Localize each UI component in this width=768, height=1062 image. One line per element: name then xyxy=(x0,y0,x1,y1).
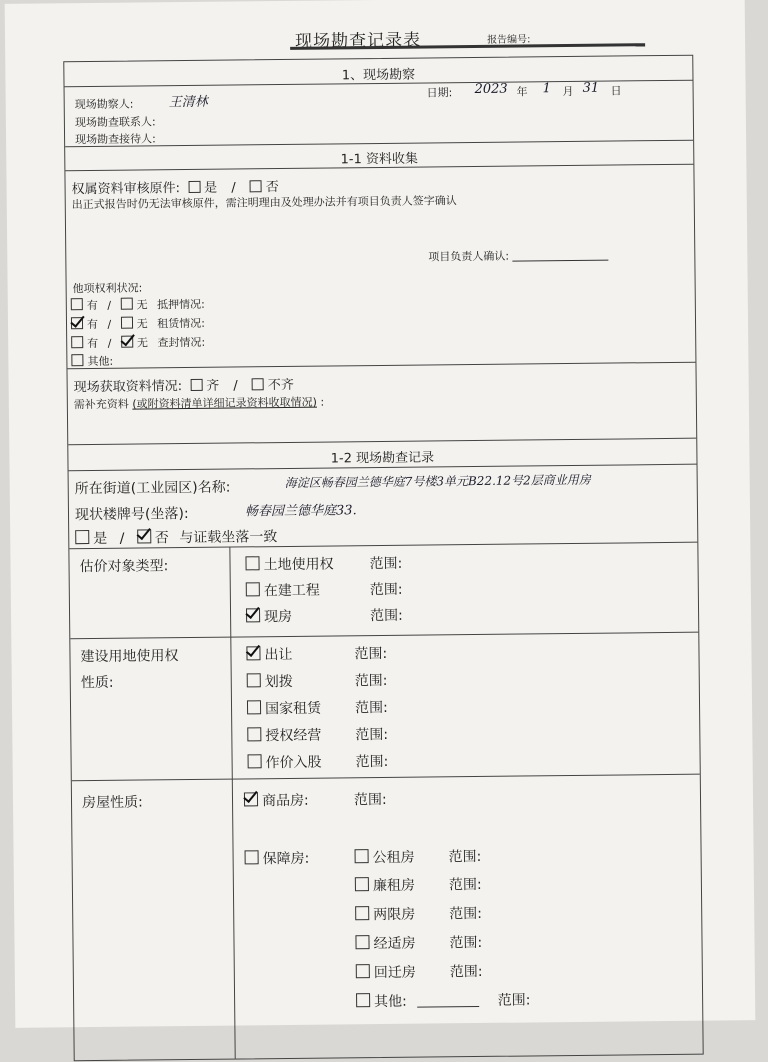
under-construction-checkbox[interactable] xyxy=(246,582,260,596)
seizure-none-checkbox[interactable] xyxy=(121,336,133,348)
under-construction-label: 在建工程 xyxy=(263,582,320,600)
incomplete-checkbox[interactable] xyxy=(252,378,264,390)
date-label: 日期: xyxy=(426,86,453,100)
commercial-housing-row xyxy=(244,790,309,811)
low-rent-checkbox[interactable] xyxy=(355,877,369,891)
consistent-no-label: 否 xyxy=(154,530,169,547)
object-type-land xyxy=(245,553,333,574)
public-rental-row xyxy=(355,847,415,868)
authorized-operation-checkbox[interactable] xyxy=(247,727,261,741)
other-rights-label-text: 其他: xyxy=(87,354,114,369)
other-housing-label: 其他: xyxy=(374,993,407,1011)
option-none: 无 xyxy=(136,298,148,312)
consistent-yes-label: 是 xyxy=(93,530,108,548)
public-rental-label: 公租房 xyxy=(372,849,415,867)
ownership-no-label: 否 xyxy=(265,180,279,196)
divider xyxy=(67,362,695,370)
scope-label: 范围: xyxy=(370,607,403,625)
consistent-no-checkbox[interactable] xyxy=(137,529,151,543)
ownership-note: 出正式报告时仍无法审核原件，需注明理由及处理办法并有项目负责人签字确认 xyxy=(71,194,457,212)
ownership-no-checkbox[interactable] xyxy=(250,180,262,192)
object-type-label: 估价对象类型: xyxy=(79,558,169,576)
price-limited-label: 两限房 xyxy=(373,906,416,924)
mortgage-label: 抵押情况: xyxy=(156,297,205,312)
commercial-housing-checkbox[interactable] xyxy=(244,792,258,806)
section-title-record: 1-2 现场勘查记录 xyxy=(330,450,435,467)
ownership-label: 权属资料审核原件: xyxy=(71,181,181,198)
inspector-value: 王清林 xyxy=(168,94,208,111)
scope-label: 范围: xyxy=(449,934,483,952)
affordable-housing-row xyxy=(245,848,310,869)
right-row-seizure: 有 / 无 查封情况: xyxy=(71,334,205,351)
public-rental-checkbox[interactable] xyxy=(355,849,369,863)
day-char: 日 xyxy=(610,84,622,98)
manager-signature-line[interactable] xyxy=(512,248,608,262)
supplement-colon: : xyxy=(320,395,325,409)
price-limited-checkbox[interactable] xyxy=(355,906,369,920)
date-month: 1 xyxy=(542,81,551,97)
price-limited-row xyxy=(355,904,415,925)
onsite-materials-row: 现场获取资料情况: 齐 / 不齐 xyxy=(73,377,294,396)
ownership-yes-label: 是 xyxy=(204,180,218,196)
option-has: 有 xyxy=(86,317,99,332)
scope-label: 范围: xyxy=(497,992,531,1009)
state-lease-label: 国家租赁 xyxy=(264,700,322,718)
incomplete-label: 不齐 xyxy=(267,377,294,394)
column-divider xyxy=(229,547,235,1059)
scope-label: 范围: xyxy=(448,876,482,894)
commercial-housing-label: 商品房: xyxy=(261,792,309,810)
existing-house-checkbox[interactable] xyxy=(246,608,260,622)
economical-checkbox[interactable] xyxy=(355,935,369,949)
divider xyxy=(72,774,700,782)
relocation-checkbox[interactable] xyxy=(356,964,370,978)
inspector-label: 现场勘察人: xyxy=(74,97,134,112)
other-rights-checkbox[interactable] xyxy=(71,354,83,366)
option-none: 无 xyxy=(136,336,149,350)
equity-investment-label: 作价入股 xyxy=(265,754,322,772)
scope-label: 范围: xyxy=(354,645,388,663)
land-nature-transfer xyxy=(246,644,292,664)
mortgage-has-checkbox[interactable] xyxy=(71,298,83,310)
authorized-operation-label: 授权经营 xyxy=(265,727,322,745)
land-use-right-label: 土地使用权 xyxy=(263,556,334,574)
transfer-checkbox[interactable] xyxy=(246,646,260,660)
scope-label: 范围: xyxy=(369,581,403,599)
plate-label: 现状楼牌号(坐落): xyxy=(74,506,189,524)
street-value: 海淀区畅春园兰德华庭7号楼3单元B22.12号2层商业用房 xyxy=(284,472,591,490)
allocation-label: 划拨 xyxy=(264,673,293,691)
right-row-mortgage: 有 / 无 抵押情况: xyxy=(71,296,205,313)
scope-label: 范围: xyxy=(353,791,387,809)
consistency-row xyxy=(75,526,277,548)
equity-investment-checkbox[interactable] xyxy=(248,754,262,768)
affordable-housing-label: 保障房: xyxy=(262,850,310,868)
separator: / xyxy=(119,530,125,547)
supplement-label: 需补充资料 xyxy=(73,397,129,412)
contact-label: 现场勘查联系人: xyxy=(74,115,156,130)
manager-confirm-label: 项目负责人确认: xyxy=(428,249,510,264)
object-type-construction xyxy=(246,580,320,601)
scope-label: 范围: xyxy=(354,699,388,717)
year-char: 年 xyxy=(516,85,528,99)
ownership-yes-checkbox[interactable] xyxy=(188,181,200,193)
other-rights-label: 他项权利状况: xyxy=(72,281,143,296)
record-table xyxy=(63,55,703,1062)
lease-has-checkbox[interactable] xyxy=(71,317,83,329)
complete-label: 齐 xyxy=(206,378,220,394)
other-rights-row xyxy=(71,353,113,369)
document-page xyxy=(5,0,756,1028)
seizure-has-checkbox[interactable] xyxy=(71,336,83,348)
street-row xyxy=(75,477,231,499)
transfer-label: 出让 xyxy=(264,646,293,664)
relocation-label: 回迁房 xyxy=(373,964,416,982)
lease-none-checkbox[interactable] xyxy=(121,317,133,329)
economical-row xyxy=(355,933,415,954)
supplement-row xyxy=(74,394,324,413)
seizure-label: 查封情况: xyxy=(157,335,206,350)
receiver-label: 现场勘查接待人: xyxy=(75,132,156,147)
street-label: 所在街道(工业园区)名称: xyxy=(74,479,231,498)
complete-checkbox[interactable] xyxy=(190,379,202,391)
land-nature-lease xyxy=(247,698,321,719)
relocation-row xyxy=(356,962,416,983)
separator: / xyxy=(231,180,236,196)
consistent-yes-checkbox[interactable] xyxy=(75,530,89,544)
lease-label: 租赁情况: xyxy=(157,316,206,331)
divider xyxy=(70,632,698,640)
right-row-lease: 有 / 无 租赁情况: xyxy=(71,315,205,332)
onsite-materials-label: 现场获取资料情况: xyxy=(73,379,183,396)
low-rent-row xyxy=(355,875,415,896)
land-nature-authorized xyxy=(247,725,321,746)
land-nature-equity xyxy=(248,752,322,773)
scope-label: 范围: xyxy=(355,726,389,744)
mortgage-none-checkbox[interactable] xyxy=(120,298,132,310)
section-title-collection: 1-1 资料收集 xyxy=(340,151,419,168)
state-lease-checkbox[interactable] xyxy=(247,700,261,714)
option-has: 有 xyxy=(86,298,98,313)
land-nature-label-line2: 性质: xyxy=(80,674,114,692)
other-housing-checkbox[interactable] xyxy=(356,993,370,1007)
report-number-label: 报告编号: xyxy=(487,34,531,46)
option-none: 无 xyxy=(136,317,148,331)
scope-label: 范围: xyxy=(355,753,389,771)
scope-label: 范围: xyxy=(449,963,483,981)
manager-confirm-row xyxy=(428,247,608,265)
month-char: 月 xyxy=(562,84,574,99)
date-day: 31 xyxy=(582,80,600,96)
scope-label: 范围: xyxy=(448,848,482,866)
scope-label: 范围: xyxy=(369,555,403,573)
land-nature-label-line1: 建设用地使用权 xyxy=(80,648,179,666)
date-year: 2023 xyxy=(474,81,508,97)
consistency-label: 与证载坐落一致 xyxy=(179,529,278,547)
other-housing-row xyxy=(356,989,531,1011)
object-type-existing xyxy=(246,606,292,626)
economical-label: 经适房 xyxy=(373,935,416,953)
affordable-housing-checkbox[interactable] xyxy=(245,850,259,864)
land-use-right-checkbox[interactable] xyxy=(245,556,259,570)
section-title-inspection: 1、现场勘察 xyxy=(341,67,416,84)
supplement-note: (或附资料清单详细记录资料收取情况) xyxy=(132,395,318,411)
allocation-checkbox[interactable] xyxy=(247,673,261,687)
existing-house-label: 现房 xyxy=(264,608,293,626)
low-rent-label: 廉租房 xyxy=(372,877,415,895)
scope-label: 范围: xyxy=(449,905,483,923)
land-nature-allocation xyxy=(247,671,293,691)
document-title: 现场勘查记录表 xyxy=(294,30,422,52)
scope-label: 范围: xyxy=(354,672,388,690)
option-has: 有 xyxy=(87,336,99,351)
other-housing-blank[interactable] xyxy=(417,992,479,1008)
plate-value: 畅春园兰德华庭33. xyxy=(244,503,357,520)
house-nature-label: 房屋性质: xyxy=(81,794,143,812)
